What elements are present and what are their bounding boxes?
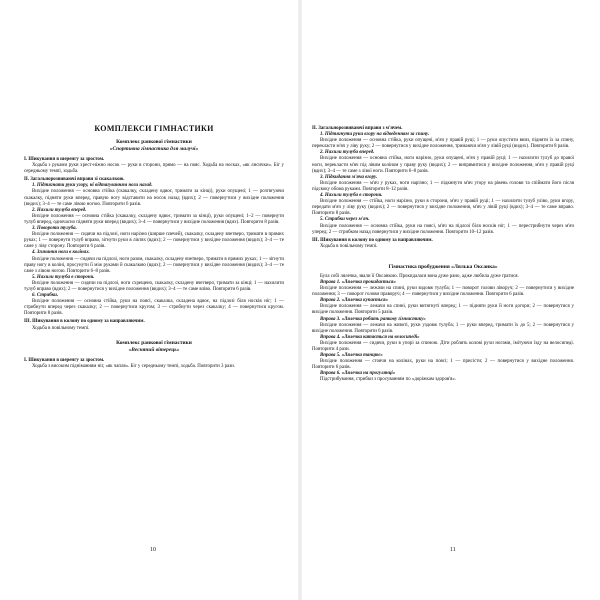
paragraph: Вихідне положення — сидячи на підлозі, ноги схрещено, скакалку, складену вчетверо, тримати за кінці; 1 — нахилити тулуб вправо (вдих); 2 — повернутися у вихідне положення (видих); 3–4 — те саме вліво. Повторити 6 разів.: [24, 280, 284, 292]
paragraph: Вихідне положення — основна стійка (скакалку, складену вдвоє, тримати за кінці), руки опущені; 1 — розтягуючи скакалку, підняти руки вперед, правую ногу відставити на носок назад (вдих); 2 — повернутися у вихідне положення (видих); 3–4 — те саме лівою ногою. Повторити 6 разів.: [24, 189, 284, 207]
spacer: [24, 332, 284, 340]
exercise-heading: Вправа 2. «Лялечка купається»: [320, 298, 389, 304]
exercise-heading: 1. Підтягнути руки вгору на відведенням за спину.: [320, 132, 430, 138]
section-heading: I. Шикування в шеренгу за зростом.: [24, 157, 105, 162]
exercise-heading: 5. Нахили тулуба в сторони.: [32, 274, 95, 280]
section-heading: II. Загальнорозвиваючі вправи з м'ячем.: [312, 126, 403, 131]
exercise-heading: 2. Нахили тулуба вперед.: [320, 150, 375, 156]
exercise-heading: Вправа 3. «Лялечка робить ранкову гімнастику»: [320, 316, 426, 322]
paragraph: Ходьба в повільному темпі.: [32, 325, 90, 331]
paragraph: Вихідне положення — сидячи на підлозі, ноги разом, скакалку, складену вчетверо, тримати в прямих руках; 1 — зігнути праву ногу в коліні, просунути її між руками й скакалкою (вдих); 2 — повернутися у вихідне положення (видих); 3–4 — те саме з лівою ногою. Повторити 6–8 разів.: [24, 256, 284, 274]
paragraph: Вихідне положення — лежачи на спині, руки вздовж тулуба; 1 — поворот голови ліворуч; 2 — повернутися у вихідне положення; 3 — поворот голови праворуч; 4 — повернутися у вихідне положення. Повторити 6 разів.: [312, 286, 574, 298]
spacer: [312, 250, 574, 264]
exercise-heading: 2. Нахили тулуба вперед.: [32, 207, 87, 213]
complex-name: «Весняний вітерець»: [128, 346, 180, 353]
complex-title: Комплекс ранкової гімнастики: [116, 339, 192, 346]
paragraph: Була собі лялечка, звали її Оксанкою. Прокидалася вона дуже рано, адже любила дуже гратися.: [320, 273, 519, 279]
section-heading: III. Шикування в колону по одному за направляючим.: [312, 237, 433, 243]
section-heading: III. Шикування в колону по одному за направляючим.: [24, 319, 145, 325]
paragraph: Вихідне положення — лежачи на животі, руки уздовж тулуба; 1 — руки вперед, тримати їх до 5; 2 — повернутися у вихідне положення. Повторити 6 разів.: [312, 322, 574, 334]
paragraph: Вихідне положення — стійка, ноги нарізно, руки в сторони, м'яч у правій руці; 1 — нахилити тулуб уліво, руки вгору, передати м'яч у ліву руку (видих); 2 — повернутися у вихідне положення, м'яч у лівій руці (вдих); 3–4 — те саме вправо. Повторити 8 разів.: [312, 199, 574, 217]
paragraph: Ходьба в повільному темпі.: [320, 243, 378, 249]
exercise-heading: Вправа 5. «Лялечка танцює»: [320, 353, 383, 359]
exercise-heading: 4. Нахили тулуба в сторони.: [320, 193, 383, 199]
paragraph: Підстрибування, стрибки з просуванням по «доріжкам здоров'я».: [320, 377, 457, 383]
exercise-heading: Вправа 1. «Лялечка прокидається»: [320, 279, 396, 285]
paragraph: Вихідне положення — основна стійка (скакалку, складену вдвоє, тримати за кінці), руки опущені; 1–2 — повернути тулуб вперед, одночасно підняти руки вперед (видих); 3–4 — повернутися у вихідне положення (вдих). Повторити 8 разів.: [24, 213, 284, 225]
paragraph: Ходьба з високим підніманням ніг, «як чапля». Біг у середньому темпі, ходьба. Повторити 3 рази.: [32, 363, 235, 369]
exercise-heading: 4. Згинання ноги в колінах.: [32, 250, 90, 256]
exercise-heading: 1. Підтягнати руки угору, ні відтягуванням ноги назад.: [32, 183, 153, 189]
page-number-left: 10: [150, 547, 156, 553]
complex-title: Гімнастика пробудження «Лялька Оксанка»: [388, 263, 498, 270]
section-heading: I. Шикування в шеренгу за зростом.: [24, 357, 105, 363]
complex-title: Комплекс ранкової гімнастики: [116, 139, 192, 145]
exercise-heading: Вправа 6. «Лялечка на прогулянці»: [320, 371, 396, 377]
exercise-heading: 3. Підкидання м'яча вгору.: [320, 174, 378, 180]
paragraph: Вихідне положення — лежачи на спині, руки витягнуті вперед; 1 — підняти руки й ноги догори; 2 — повернутися у вихідне положення. Повторити 5 разів.: [312, 304, 574, 316]
paragraph: Вихідне положення — сидячи на підлозі, ноги нарізно (ширше плечей), скакалку, складену вчетверо, тримати в прямих руках; 1 — повернути тулуб вправо, зігнути руки в ліктях (вдих); 2 — повернутися у вихідне положення (видих); 3–4 — те саме у ліву сторону. Повторити 6 разів.: [24, 232, 284, 250]
paragraph: Вихідне положення — сидячи, руки в упорі за спиною. Діти роблять колові рухи ногами, імітуючи їзду на велосипеді. Повторити 4 рази.: [312, 340, 574, 352]
exercise-heading: 5. Стрибки через м'яч.: [320, 217, 370, 223]
paragraph: Вихідне положення — основна стійка, руки на поясі, м'яч на підлозі біля носків ніг; 1 — перестрибнути через м'яч уперед; 2 — стрибком назад повернутися у вихідне положення. Повторити 10–12 разів.: [312, 223, 574, 235]
paragraph: Вихідне положення — стоячи на колінах, руки на поясі; 1 — присісти; 2 — повернутися у вихідне положення. Повторити 6 разів.: [312, 359, 574, 371]
page-heading: КОМПЛЕКСИ ГІМНАСТИКИ: [94, 124, 214, 133]
exercise-heading: 3. Повороти тулуба.: [32, 226, 77, 232]
paragraph: Вихідне положення — основна стійка, руки опущені, м'яч у правій руці; 1 — руки опустити вниз, підняти їх за спину, перекласти м'яч у ліву руку; 2 — повернутися у вихідне положення, тримаючи м'яч у лівій руці (видих). Повторити 8 разів.: [312, 138, 574, 150]
page-number-right: 11: [450, 547, 456, 553]
paragraph: Ходьба з руками руки хрест-ніжно носок — руки в сторони, прямо — на пояс. Ходьба на носках, «як лисички». Біг у середньому темпі, ходьба.: [24, 163, 284, 175]
complex-name: «Спортивна гімнастика для малучі»: [109, 146, 199, 152]
section-heading: II. Загальнорозвиваючі вправи зі скакалкою.: [24, 177, 125, 183]
paragraph: Вихідне положення — основна стійка, руки на поясі, скакалка, складена вдвоє, на підлозі біля носків ніг; 1 — стрибнути вперед через скакалку; 2 — повернутися кругом; 3 — стрибнути через скакалку; 4 — повернутися кругом. Повторити 8 разів.: [24, 299, 284, 317]
exercise-heading: Вправа 4. «Лялечка катається на велосипеді»: [320, 334, 420, 340]
exercise-heading: 6. Стрибки.: [32, 293, 59, 299]
right-page: [300, 0, 600, 600]
paragraph: Вихідне положення — м'яч у руках, ноги нарізно; 1 — підкинути м'яч угору на рівень голови та спіймати його після підскоку обома руками. Повторити 8–12 разів.: [312, 180, 574, 192]
paragraph: Вихідне положення — основна стійка, ноги нарізно, руки опущені, м'яч у правій руці; 1 — нахилити тулуб до правої ноги, перекласти м'яч під лівим коліном у праву руку (видих); 2 — випрямитися у вихідне положення, м'яч у правій руці (вдих); 3–4 — те саме з лівої ноги. Повторити 6–8 разів.: [312, 156, 574, 174]
